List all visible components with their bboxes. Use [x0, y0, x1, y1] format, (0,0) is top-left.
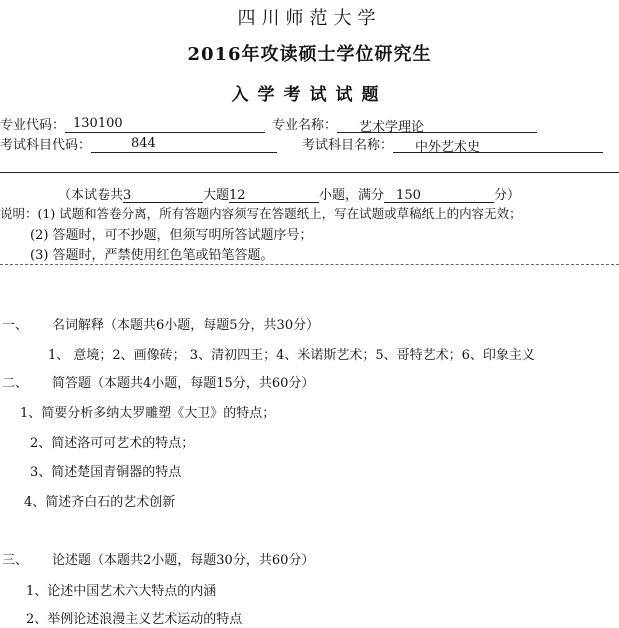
subject-code-value-field: [91, 136, 277, 153]
subject-code-label: 考试科目代码：: [0, 138, 92, 153]
section-3-heading: 论述题（本题共2小题，每题30分，共60分）: [52, 553, 315, 568]
summary-text-4: 分）: [494, 188, 521, 203]
full-score-value: 150: [396, 188, 421, 203]
notes-separator: [0, 264, 619, 265]
subject-name-value-field: [393, 136, 603, 153]
section-2-item: 4、简述齐白石的艺术创新: [24, 495, 176, 510]
subject-name-label: 考试科目名称：: [302, 138, 394, 153]
separator-line: [0, 172, 619, 173]
full-score: [384, 188, 494, 203]
major-code-row: [0, 114, 265, 133]
section-3-number: 三、: [2, 553, 29, 568]
subject-name-row: [302, 134, 603, 153]
note-line-2: (2) 答题时，可不抄题，但须写明所答试题序号；: [30, 228, 313, 243]
summary-text-2: 大题: [203, 188, 230, 203]
major-name-row: [272, 114, 537, 133]
note-line-3: (3) 答题时，严禁使用红色笔或铅笔答题。: [30, 248, 274, 263]
subject-name-value: 中外艺术史: [415, 140, 481, 155]
section-2-number: 二、: [2, 376, 29, 391]
major-name-value-field: [337, 116, 537, 133]
subject-code-value: 844: [131, 136, 156, 151]
section-2-heading: 简答题（本题共4小题，每题15分，共60分）: [52, 376, 315, 391]
exam-summary: [58, 184, 520, 203]
summary-text-3: 小题，满分: [319, 188, 385, 203]
major-name-value: 艺术学理论: [359, 120, 425, 135]
big-question-count-value: 12: [229, 188, 246, 203]
subject-code-row: [0, 134, 277, 153]
section-3-item: 1、论述中国艺术六大特点的内涵: [26, 584, 217, 599]
section-2-item: 2、简述洛可可艺术的特点；: [30, 436, 195, 451]
major-code-value-field: [65, 116, 265, 133]
exam-title: 2016年攻读硕士学位研究生: [187, 44, 432, 65]
big-question-count: [229, 188, 319, 203]
section-2-item: 3、简述楚国青铜器的特点: [30, 465, 182, 480]
section-1-number: 一、: [2, 318, 29, 333]
summary-text-1: （本试卷共: [58, 188, 124, 203]
page-count-value: 3: [123, 188, 132, 203]
university-name: 四川师范大学: [237, 8, 382, 29]
section-3-item: 2、举例论述浪漫主义艺术运动的特点: [26, 612, 243, 627]
page-count: [123, 188, 203, 203]
section-2-item: 1、简要分析多纳太罗雕塑《大卫》的特点；: [20, 406, 276, 421]
note-line-1: 说明：(1) 试题和答卷分离，所有答题内容须写在答题纸上，写在试题或草稿纸上的内容无效；: [0, 206, 522, 221]
major-code-value: 130100: [73, 116, 123, 131]
major-code-label: 专业代码：: [0, 118, 66, 133]
exam-subtitle: 入学考试试题: [231, 85, 388, 105]
section-1-item: 1、 意境；2、画像砖； 3、清初四王；4、米诺斯艺术；5、哥特艺术；6、印象主义: [48, 348, 535, 363]
section-1-heading: 名词解释（本题共6小题，每题5分，共30分）: [52, 318, 320, 333]
major-name-label: 专业名称：: [272, 118, 338, 133]
